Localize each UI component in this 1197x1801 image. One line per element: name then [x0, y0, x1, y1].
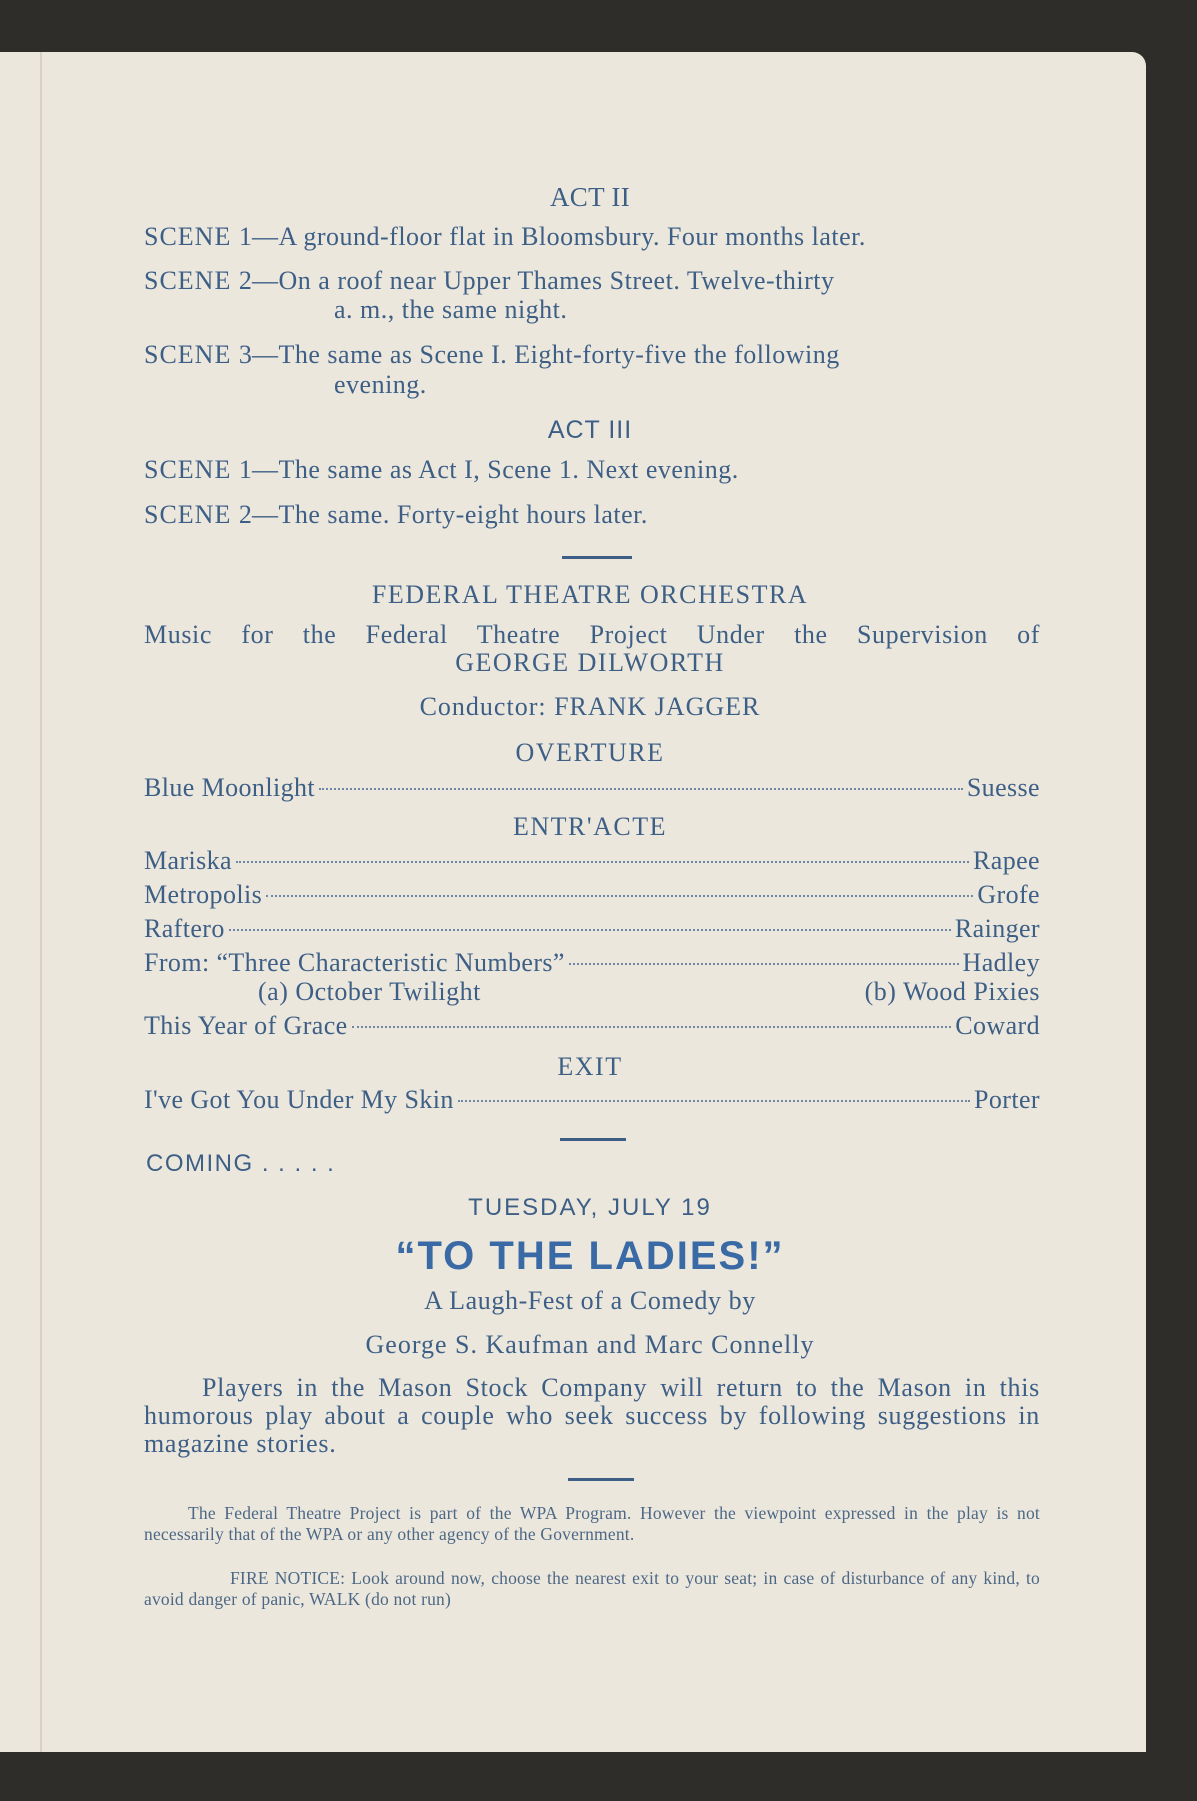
music-title: I've Got You Under My Skin [144, 1085, 454, 1114]
coming-subtitle: A Laugh-Fest of a Comedy by [424, 1286, 756, 1315]
divider-rule [560, 1138, 626, 1141]
supervisor-name: GEORGE DILWORTH [455, 648, 725, 677]
divider-rule [562, 556, 632, 559]
act3-scene1-label: SCENE 1 [144, 455, 253, 484]
music-title: This Year of Grace [144, 1011, 348, 1040]
dot-leader [319, 788, 963, 790]
entracte-heading: ENTR'ACTE [513, 812, 667, 841]
divider-rule [568, 1478, 634, 1481]
act3-scene1-text: —The same as Act I, Scene 1. Next evening. [252, 455, 739, 484]
music-title: Blue Moonlight [144, 773, 315, 802]
orchestra-heading: FEDERAL THEATRE ORCHESTRA [371, 580, 809, 609]
music-title: From: “Three Characteristic Numbers” [144, 948, 565, 977]
act2-scene2-text: —On a roof near Upper Thames Street. Twelve-thirty [252, 266, 835, 295]
dot-leader [569, 963, 959, 965]
music-item [144, 948, 1040, 980]
act2-scene3-cont: evening. [334, 370, 427, 399]
coming-date: TUESDAY, JULY 19 [468, 1194, 712, 1221]
act3-scene2-label: SCENE 2 [144, 500, 253, 529]
music-composer: Coward [955, 1011, 1040, 1040]
act-3-heading: ACT III [547, 416, 633, 444]
act2-scene3-label: SCENE 3 [144, 340, 253, 369]
sub-item-b: (b) Wood Pixies [864, 977, 1040, 1006]
music-item [144, 846, 1040, 878]
act2-scene1-label: SCENE 1 [144, 222, 253, 251]
music-item [144, 880, 1040, 912]
act2-scene1-text: —A ground-floor flat in Bloomsbury. Four months later. [252, 222, 866, 251]
coming-blurb: Players in the Mason Stock Company will return to the Mason in this humorous play about a couple who seek success by following suggestions in magazine stories. [144, 1373, 1040, 1458]
supervision-line: Music for the Federal Theatre Project Under the Supervision of [144, 620, 1040, 649]
coming-label: COMING . . . . . [146, 1150, 336, 1177]
coming-authors: George S. Kaufman and Marc Connelly [365, 1330, 815, 1359]
act-2-heading: ACT II [549, 182, 631, 212]
music-title: Metropolis [144, 880, 263, 909]
sub-item-a: (a) October Twilight [258, 977, 481, 1006]
page-fold [40, 52, 42, 1752]
music-item [144, 773, 1040, 805]
music-composer: Suesse [966, 773, 1040, 802]
music-title: Raftero [144, 914, 225, 943]
overture-heading: OVERTURE [515, 738, 665, 767]
music-title: Mariska [144, 846, 232, 875]
act2-scene2-label: SCENE 2 [144, 266, 253, 295]
music-composer: Hadley [962, 948, 1040, 977]
music-composer: Rapee [973, 846, 1040, 875]
music-composer: Rainger [954, 914, 1040, 943]
music-item [144, 914, 1040, 946]
music-item [144, 1085, 1040, 1117]
wpa-notice: The Federal Theatre Project is part of the WPA Program. However the viewpoint expressed in the play is not necessarily that of the WPA or any other agency of the Government. [144, 1503, 1040, 1544]
coming-title: “TO THE LADIES!” [395, 1234, 785, 1278]
music-composer: Porter [974, 1085, 1040, 1114]
conductor-line: Conductor: FRANK JAGGER [419, 692, 761, 721]
music-composer: Grofe [977, 880, 1040, 909]
act3-scene2-text: —The same. Forty-eight hours later. [252, 500, 648, 529]
dot-leader [352, 1026, 952, 1028]
act2-scene3-text: —The same as Scene I. Eight-forty-five the following [252, 340, 840, 369]
fire-notice: FIRE NOTICE: Look around now, choose the nearest exit to your seat; in case of disturbance of any kind, to avoid danger of panic, WALK (do not run) [144, 1568, 1040, 1609]
exit-heading: EXIT [557, 1052, 623, 1081]
music-item [144, 1011, 1040, 1043]
dot-leader [229, 929, 951, 931]
dot-leader [458, 1100, 970, 1102]
dot-leader [236, 861, 969, 863]
dot-leader [266, 895, 973, 897]
act2-scene2-cont: a. m., the same night. [334, 295, 568, 324]
